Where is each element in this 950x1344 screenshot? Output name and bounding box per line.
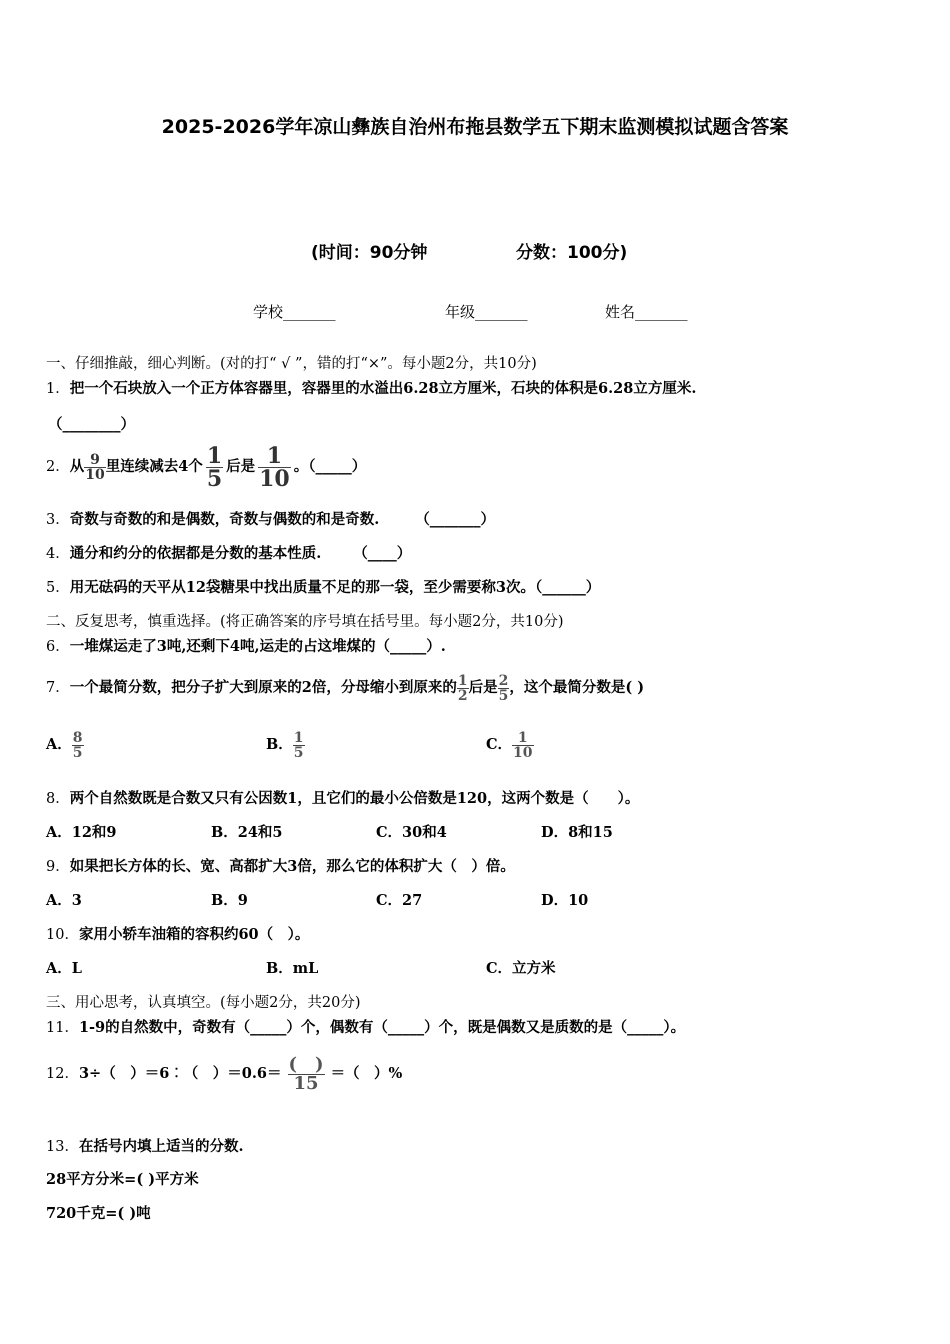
q8-option-d[interactable]: D．8和15 [541,824,613,841]
question-6 [46,635,446,656]
question-text: 一个最简分数，把分子扩大到原来的2倍，分母缩小到原来的 [69,679,457,696]
question-text: ＝（ ）% [330,1065,403,1082]
question-text: 后是 [468,679,498,696]
question-text: 两个自然数既是合数又只有公因数1，且它们的最小公倍数是120，这两个数是（ ）。 [69,790,640,807]
question-text: 用无砝码的天平从12袋糖果中找出质量不足的那一袋，至少需要称3次。（______） [69,579,601,596]
fraction-1-5 [293,731,305,760]
question-text: 。（_____） [293,458,367,475]
question-11 [46,1016,685,1037]
fraction-numerator: 1 [517,729,528,746]
page-title: 2025-2026学年凉山彝族自治州布拖县数学五下期末监测模拟试题含答案 [161,116,789,138]
fraction-8-5 [72,731,84,760]
question-number: 13． [46,1139,79,1155]
q10-option-b[interactable]: B．mL [266,960,319,977]
fraction-denominator: 5 [498,687,509,704]
question-text: 里连续减去4个 [105,458,203,475]
question-9 [46,855,515,876]
question-number: 2． [46,459,70,475]
question-text: 如果把长方体的长、宽、高都扩大3倍，那么它的体积扩大（ ）倍。 [69,858,515,875]
fraction-denominator: 5 [293,744,304,761]
q9-option-a[interactable]: A．3 [46,892,82,909]
school-field: 学校_______ [253,303,336,321]
answer-blank: （_______） [415,511,496,528]
q9-option-c[interactable]: C．27 [376,892,423,909]
question-text: 在括号内填上适当的分数. [78,1138,244,1155]
q7-option-a[interactable] [46,723,84,767]
fraction-1-10 [258,442,291,492]
question-4 [46,542,411,563]
option-label: C． [486,736,513,753]
name-field: 姓名_______ [605,303,688,321]
question-number: 5． [46,580,70,596]
question-number: 1． [46,381,70,397]
question-8 [46,787,639,808]
fraction-numerator: ( ) [288,1053,324,1075]
fraction-numerator: 1 [293,729,304,746]
fraction-numerator: 8 [72,729,83,746]
question-number: 3． [46,512,70,528]
question-text: 1-9的自然数中，奇数有（_____）个，偶数有（_____）个，既是偶数又是质数的是（_____）。 [78,1019,686,1036]
fraction-9-10 [84,453,105,482]
q9-option-b[interactable]: B．9 [211,892,248,909]
question-3 [46,508,495,529]
question-13-line1: 28平方分米=( )平方米 [46,1171,199,1188]
q8-option-a[interactable]: A．12和9 [46,824,117,841]
fraction-numerator: 1 [266,442,283,469]
question-text: 奇数与奇数的和是偶数，奇数与偶数的和是奇数. [69,511,380,528]
q7-option-c[interactable] [486,723,534,767]
fraction-1-10 [512,731,533,760]
fraction-denominator: 15 [288,1074,325,1093]
q9-option-d[interactable]: D．10 [541,892,589,909]
question-5 [46,576,600,597]
fraction-blank-15 [288,1053,325,1094]
fraction-1-2 [457,674,469,703]
section3-heading: 三、用心思考，认真填空。(每小题2分，共20分) [46,995,361,1011]
question-text: 把一个石块放入一个正方体容器里，容器里的水溢出6.28立方厘米，石块的体积是6.28立方厘米. [69,380,697,397]
question-1 [46,377,696,398]
fraction-denominator: 10 [513,744,533,761]
section1-heading: 一、仔细推敲，细心判断。(对的打“ √ ”，错的打“×”。每小题2分，共10分) [46,356,537,372]
fraction-numerator: 1 [206,442,223,469]
question-number: 10． [46,927,79,943]
question-text: 3÷（ ）＝6︰（ ）＝0.6＝ [78,1065,282,1082]
question-number: 4． [46,546,70,562]
question-number: 6． [46,639,70,655]
question-12 [46,1050,402,1098]
fraction-denominator: 10 [85,466,105,483]
question-2 [46,442,366,492]
question-number: 7． [46,680,70,696]
fraction-numerator: 2 [498,672,509,689]
q8-option-c[interactable]: C．30和4 [376,824,447,841]
exam-time: (时间：90分钟 [311,243,428,263]
q10-option-a[interactable]: A．L [46,960,82,977]
exam-score: 分数：100分) [516,243,628,263]
question-13 [46,1135,244,1156]
q7-option-b[interactable] [266,723,305,767]
question-text: 从 [69,458,85,475]
section2-heading: 二、反复思考，慎重选择。(将正确答案的序号填在括号里。每小题2分，共10分) [46,614,564,630]
fraction-denominator: 2 [457,687,468,704]
question-number: 9． [46,859,70,875]
question-number: 11． [46,1020,79,1036]
fraction-denominator: 5 [206,465,223,492]
fraction-numerator: 1 [457,672,468,689]
question-text: 家用小轿车油箱的容积约60（ ）。 [78,926,310,943]
fraction-denominator: 5 [72,744,83,761]
question-number: 12． [46,1066,79,1082]
grade-field: 年级_______ [445,303,528,321]
fraction-1-5 [206,442,223,492]
question-text: 后是 [226,458,256,475]
question-1-blank: （________） [48,416,135,433]
question-10 [46,923,309,944]
fraction-denominator: 10 [259,465,290,492]
q10-option-c[interactable]: C．立方米 [486,960,556,977]
question-number: 8． [46,791,70,807]
question-13-line2: 720千克=( )吨 [46,1205,151,1222]
question-text: 通分和约分的依据都是分数的基本性质. [69,545,322,562]
question-7 [46,664,644,712]
option-label: B． [266,736,293,753]
question-text: ，这个最简分数是( ) [509,679,645,696]
fraction-2-5 [498,674,510,703]
fraction-numerator: 9 [90,451,100,468]
option-label: A． [46,736,72,753]
question-text: 一堆煤运走了3吨,还剩下4吨,运走的占这堆煤的（_____）. [69,638,446,655]
q8-option-b[interactable]: B．24和5 [211,824,283,841]
answer-blank: （____） [353,545,412,562]
